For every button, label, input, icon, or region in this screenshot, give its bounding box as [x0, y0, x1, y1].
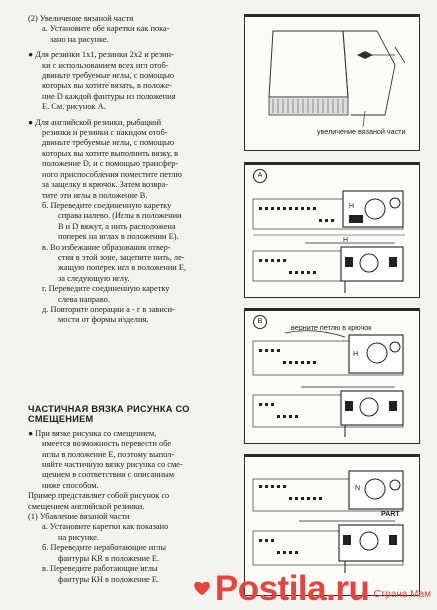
example-line-2: смещением английской резинки.: [28, 501, 145, 511]
step-g-line-1: г. Переведите соединенную каретку: [42, 284, 170, 294]
step-v-line-4: за следующую иглу.: [58, 273, 130, 283]
figure-b-marker: B: [253, 315, 267, 329]
step-2a-line-1: а. Установите каретки как показано: [42, 522, 169, 532]
bullet-3-line-2: имеется возможность перевести обе: [42, 439, 172, 449]
step-d-line-1: д. Повторите операции а - г в зависи-: [42, 304, 175, 314]
bullet-3-line-1: ● При вязке рисунка со смещением,: [28, 428, 157, 438]
figure-a-label-h-bottom: H: [343, 237, 349, 244]
section-heading: (2) Увеличение вязаной части: [28, 14, 134, 23]
step-b-line-4: поперек на иглах в положении Е).: [58, 232, 179, 242]
bullet-2-line-1: ● Для английской резинки, рыбацкой: [28, 117, 162, 127]
bullet-2-line-6: ного приспособления поместите петлю: [42, 169, 182, 179]
bullet-2-line-7: за защелку в крючок. Затем возвра-: [42, 180, 169, 190]
step-2b-line-2: фантуры KR в положение Е.: [58, 553, 160, 563]
instruction-column-bottom: [28, 404, 234, 585]
figure-c-label-part: PART: [381, 511, 400, 518]
step-b-line-3: В и D вяжут, а нить расположена: [58, 221, 176, 231]
bullet-1-line-3: двиньте требуемые иглы, с помощью: [42, 71, 175, 81]
step-v-line-2: стия в этой зоне, зацепите нить, ле-: [58, 252, 185, 262]
step-d-line-2: мости от формы изделия.: [58, 315, 149, 325]
section-title-line-1: ЧАСТИЧНАЯ ВЯЗКА РИСУНКА СО: [28, 404, 190, 414]
bullet-1-line-6: Е. См. рисунок А.: [42, 102, 106, 112]
step-2v-line-2: фантуры КН в положение Е.: [58, 574, 160, 584]
heart-icon: [193, 580, 211, 596]
watermark-brand: Postila.ru: [214, 569, 370, 608]
bullet-1-line-1: ● Для резинки 1х1, резинки 2х2 и резин-: [28, 50, 174, 60]
step-2b-line-1: б. Переведите неработающие иглы: [42, 543, 167, 553]
section-title-line-2: СМЕЩЕНИЕМ: [28, 414, 94, 425]
bullet-3-line-5: щением в соответствии с описанным: [42, 470, 175, 480]
postila-watermark: [193, 569, 431, 608]
figure-b-needlebed-drawing: [245, 309, 419, 443]
bullet-2-line-2: резинки и резинки с накидом отоб-: [42, 128, 168, 138]
step-v-line-3: жащую поперек игл в положении Е,: [58, 263, 187, 273]
bullet-2-line-8: тите эти иглы в положение В.: [42, 190, 148, 200]
figure-b-machine: [244, 308, 420, 444]
bullet-1-line-5: ние D каждой фантуры из положения: [42, 91, 176, 101]
figure-b-caption: верните петлю в крючок: [291, 323, 372, 332]
step-b-line-1: б. Переведите соединенную каретку: [42, 200, 172, 210]
figure-a-label-h-top: H: [349, 203, 355, 210]
figure-a-machine: [244, 162, 420, 298]
figure-a-marker: A: [253, 169, 267, 183]
step-b-line-2: справа налево. (Иглы в положении: [58, 211, 182, 221]
step-2a-line-2: на рисунке.: [58, 532, 99, 542]
step-2v-line-1: в. Переведите работающие иглы: [42, 564, 158, 574]
figure-garment-increase: [244, 14, 420, 151]
watermark-subtitle: Страна Мам: [373, 589, 431, 600]
sub-heading: (1) Убавление вязаной части: [28, 512, 130, 522]
bullet-3-line-6: ниже способом.: [42, 480, 99, 490]
bullet-1-line-2: ки с использованием всех игл отоб-: [42, 60, 169, 70]
bullet-3-line-3: иглы в положение Е, поэтому выпол-: [42, 449, 175, 459]
step-g-line-2: слева направо.: [58, 294, 110, 304]
bullet-2-line-5: положение D, и с помощью трансфер-: [42, 159, 179, 169]
step-a-line-1: а. Установите обе каретки как пока-: [42, 24, 170, 34]
example-line-1: Пример представляет собой рисунок со: [28, 491, 170, 501]
step-a-line-2: зано на рисунке.: [50, 34, 109, 44]
step-v-line-1: в. Во избежание образования отвер-: [42, 242, 171, 252]
bullet-3-line-4: няйте частичную вязку рисунка со сме-: [42, 460, 183, 470]
figure-c-label-n: N: [355, 485, 361, 492]
figure-a-needlebed-drawing: [245, 163, 419, 297]
bullet-1-line-4: которых вы хотите вязать, в положе-: [42, 81, 172, 91]
bullet-2-line-4: которых вы хотите выполнить вязку, в: [42, 148, 179, 158]
bullet-2-line-3: двиньте требуемые иглы, с помощью: [42, 138, 175, 148]
figure-top-caption: увеличение вязаной части: [317, 127, 406, 136]
figure-b-label-h: H: [353, 351, 359, 358]
instruction-column-top: [28, 14, 234, 326]
